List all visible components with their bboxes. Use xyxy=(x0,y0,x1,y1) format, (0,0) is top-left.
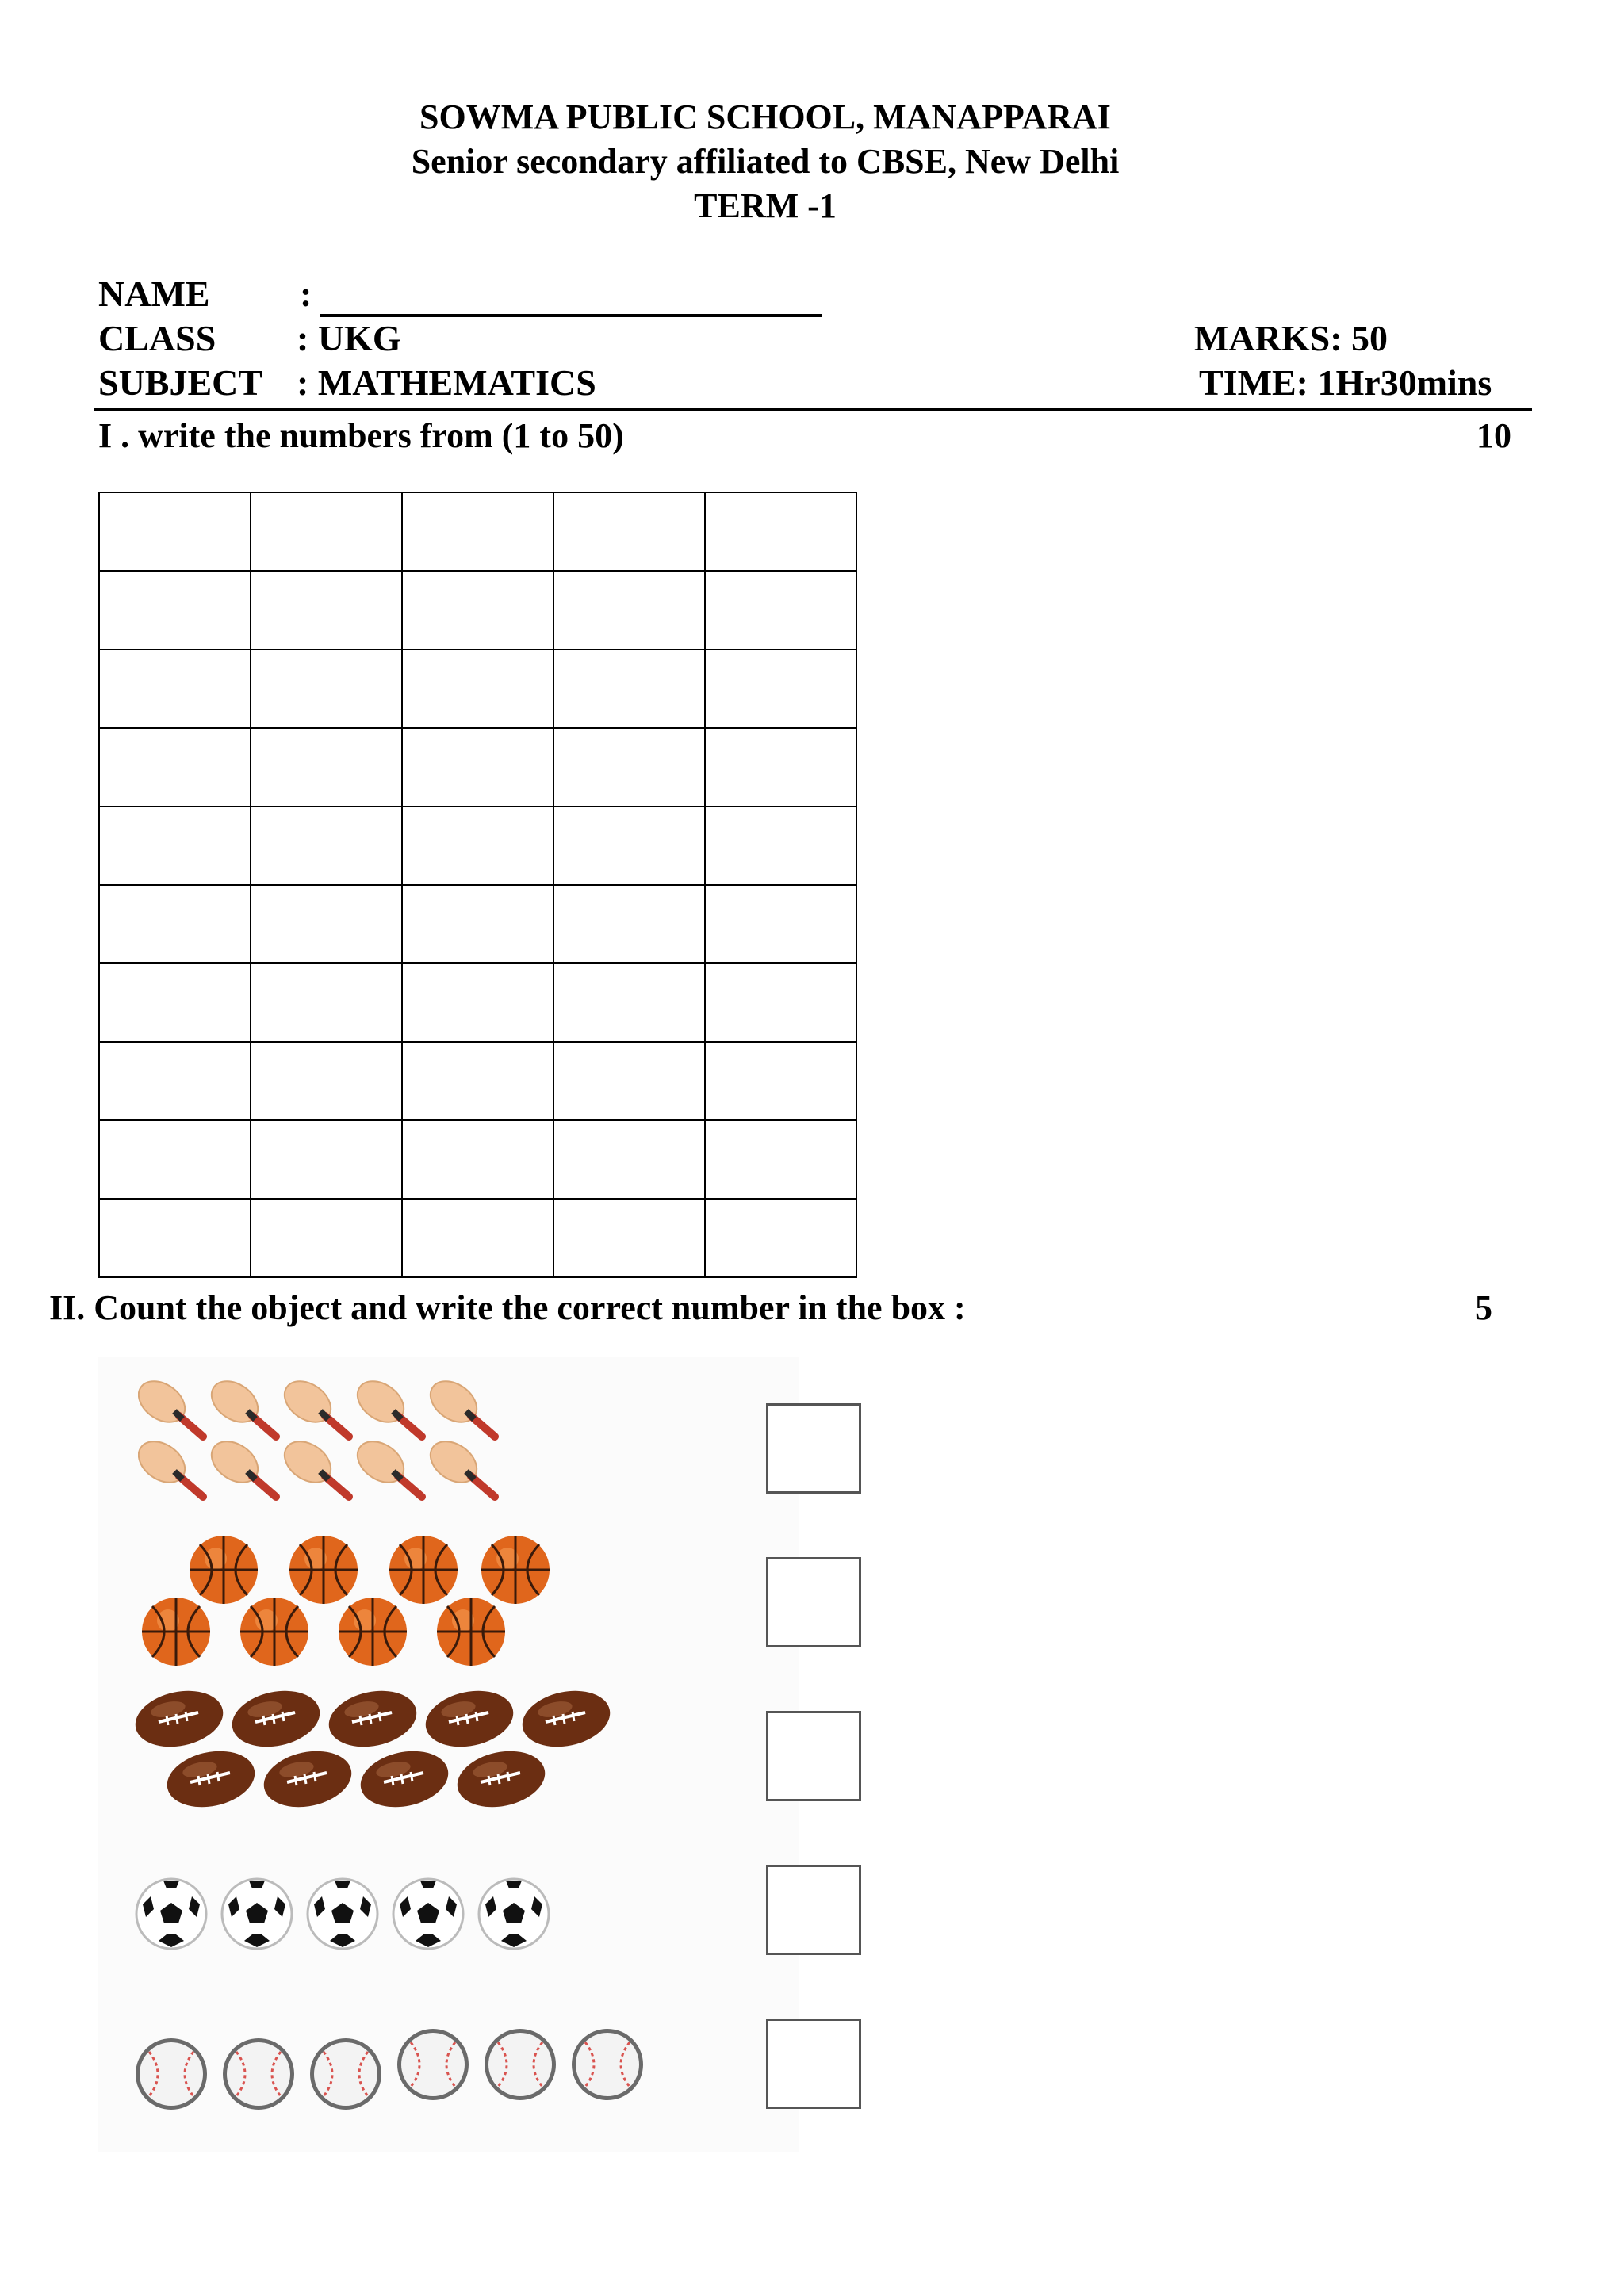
basketball-icon xyxy=(240,1598,308,1666)
answer-box-bats[interactable] xyxy=(766,1403,861,1494)
grid-cell[interactable] xyxy=(251,885,402,963)
grid-cell[interactable] xyxy=(99,1120,251,1199)
grid-cell[interactable] xyxy=(553,492,705,571)
subject-label: SUBJECT xyxy=(98,362,263,403)
table-tennis-bat-icon xyxy=(277,1380,349,1437)
table-tennis-bat-icon xyxy=(138,1380,203,1437)
basketball-icon xyxy=(289,1536,358,1604)
table-tennis-bat-icon xyxy=(350,1380,422,1437)
name-colon: : xyxy=(300,274,312,314)
basketball-icon xyxy=(339,1598,407,1666)
grid-cell[interactable] xyxy=(251,1120,402,1199)
baseball-icon xyxy=(397,2029,469,2100)
grid-cell[interactable] xyxy=(402,571,553,649)
grid-cell[interactable] xyxy=(553,728,705,806)
grid-cell[interactable] xyxy=(402,728,553,806)
grid-cell[interactable] xyxy=(251,1199,402,1277)
table-tennis-bats-group xyxy=(138,1380,503,1534)
exam-term: TERM -1 xyxy=(694,186,837,225)
table-tennis-bat-icon xyxy=(423,1433,495,1497)
baseball-icon xyxy=(310,2038,381,2110)
grid-cell[interactable] xyxy=(251,806,402,885)
rugby-balls xyxy=(135,1687,626,1838)
grid-cell[interactable] xyxy=(402,885,553,963)
grid-cell[interactable] xyxy=(705,885,856,963)
table-tennis-bat-icon xyxy=(204,1380,276,1437)
grid-cell[interactable] xyxy=(705,1199,856,1277)
grid-row xyxy=(99,1199,856,1277)
grid-cell[interactable] xyxy=(705,963,856,1042)
baseballs xyxy=(135,2028,690,2115)
grid-cell[interactable] xyxy=(99,649,251,728)
grid-row xyxy=(99,649,856,728)
soccer-balls-group xyxy=(135,1873,579,1964)
basketball-icon xyxy=(481,1536,550,1604)
basketball-icon xyxy=(142,1598,210,1666)
table-tennis-bat-icon xyxy=(138,1433,203,1497)
answer-box-basketballs[interactable] xyxy=(766,1557,861,1647)
soccer-ball-icon xyxy=(222,1879,292,1949)
grid-cell[interactable] xyxy=(705,649,856,728)
soccer-ball-icon xyxy=(136,1879,206,1949)
rugby-ball-icon xyxy=(162,1743,260,1815)
subject-value: : MATHEMATICS xyxy=(297,362,596,403)
soccer-ball-icon xyxy=(393,1879,463,1949)
grid-cell[interactable] xyxy=(705,728,856,806)
grid-cell[interactable] xyxy=(99,1042,251,1120)
number-writing-grid xyxy=(98,492,857,1278)
answer-box-baseballs[interactable] xyxy=(766,2019,861,2109)
grid-cell[interactable] xyxy=(251,649,402,728)
grid-cell[interactable] xyxy=(553,1042,705,1120)
grid-cell[interactable] xyxy=(553,806,705,885)
grid-cell[interactable] xyxy=(705,571,856,649)
grid-row xyxy=(99,571,856,649)
grid-cell[interactable] xyxy=(251,728,402,806)
basketball-icon xyxy=(190,1536,258,1604)
grid-row xyxy=(99,492,856,571)
rugby-ball-icon xyxy=(355,1743,454,1815)
grid-row xyxy=(99,1042,856,1120)
grid-cell[interactable] xyxy=(251,1042,402,1120)
question-2-text: II. Count the object and write the correct number in the box : xyxy=(49,1288,966,1327)
basketballs xyxy=(138,1533,550,1676)
basketballs-group xyxy=(138,1533,550,1680)
basketball-icon xyxy=(389,1536,458,1604)
rugby-ball-icon xyxy=(135,1687,228,1755)
grid-cell[interactable] xyxy=(553,1120,705,1199)
grid-cell[interactable] xyxy=(99,728,251,806)
grid-cell[interactable] xyxy=(553,1199,705,1277)
grid-cell[interactable] xyxy=(99,806,251,885)
grid-cell[interactable] xyxy=(99,1199,251,1277)
grid-cell[interactable] xyxy=(705,1042,856,1120)
header-divider xyxy=(94,408,1532,411)
marks-total: MARKS: 50 xyxy=(1194,318,1388,358)
grid-cell[interactable] xyxy=(553,885,705,963)
name-label: NAME xyxy=(98,274,210,314)
rugby-ball-icon xyxy=(259,1743,357,1815)
question-2-marks: 5 xyxy=(1475,1288,1492,1327)
table-tennis-bat-icon xyxy=(204,1433,276,1497)
table-tennis-bat-icon xyxy=(423,1380,495,1437)
school-affiliation: Senior secondary affiliated to CBSE, New Delhi xyxy=(411,142,1120,181)
grid-cell[interactable] xyxy=(402,1120,553,1199)
grid-row xyxy=(99,963,856,1042)
rugby-ball-icon xyxy=(517,1687,615,1755)
baseball-icon xyxy=(572,2029,643,2100)
grid-cell[interactable] xyxy=(402,492,553,571)
class-value: : UKG xyxy=(297,318,401,358)
grid-cell[interactable] xyxy=(553,571,705,649)
table-tennis-bat-icon xyxy=(277,1433,349,1497)
grid-cell[interactable] xyxy=(402,1042,553,1120)
baseball-icon xyxy=(485,2029,556,2100)
grid-row xyxy=(99,1120,856,1199)
grid-cell[interactable] xyxy=(99,571,251,649)
grid-cell[interactable] xyxy=(402,649,553,728)
grid-cell[interactable] xyxy=(402,806,553,885)
grid-cell[interactable] xyxy=(553,649,705,728)
baseballs-group xyxy=(135,2028,690,2119)
grid-cell[interactable] xyxy=(99,492,251,571)
grid-cell[interactable] xyxy=(99,885,251,963)
rugby-balls-group xyxy=(135,1687,626,1842)
basketball-icon xyxy=(437,1598,505,1666)
grid-cell[interactable] xyxy=(402,1199,553,1277)
grid-row xyxy=(99,728,856,806)
grid-cell[interactable] xyxy=(705,806,856,885)
school-name: SOWMA PUBLIC SCHOOL, MANAPPARAI xyxy=(419,98,1111,136)
grid-row xyxy=(99,806,856,885)
table-tennis-bats xyxy=(138,1380,503,1530)
baseball-icon xyxy=(223,2038,294,2110)
grid-cell[interactable] xyxy=(251,963,402,1042)
grid-cell[interactable] xyxy=(251,492,402,571)
rugby-ball-icon xyxy=(420,1687,519,1755)
grid-row xyxy=(99,885,856,963)
rugby-ball-icon xyxy=(452,1743,550,1815)
rugby-ball-icon xyxy=(227,1687,325,1755)
soccer-ball-icon xyxy=(479,1879,549,1949)
rugby-ball-icon xyxy=(324,1687,422,1755)
soccer-ball-icon xyxy=(308,1879,377,1949)
grid-cell[interactable] xyxy=(99,963,251,1042)
soccer-balls xyxy=(135,1873,579,1960)
grid-cell[interactable] xyxy=(705,492,856,571)
grid-cell[interactable] xyxy=(553,963,705,1042)
grid-cell[interactable] xyxy=(705,1120,856,1199)
table-tennis-bat-icon xyxy=(350,1433,422,1497)
exam-time: TIME: 1Hr30mins xyxy=(1199,362,1492,403)
class-label: CLASS xyxy=(98,318,216,358)
question-1-text: I . write the numbers from (1 to 50) xyxy=(98,416,624,455)
answer-box-rugby-balls[interactable] xyxy=(766,1711,861,1801)
question-1-marks: 10 xyxy=(1477,416,1511,455)
counting-picture-area xyxy=(98,1357,799,2152)
baseball-icon xyxy=(136,2038,207,2110)
grid-cell[interactable] xyxy=(251,571,402,649)
answer-box-soccer-balls[interactable] xyxy=(766,1865,861,1955)
grid-cell[interactable] xyxy=(402,963,553,1042)
